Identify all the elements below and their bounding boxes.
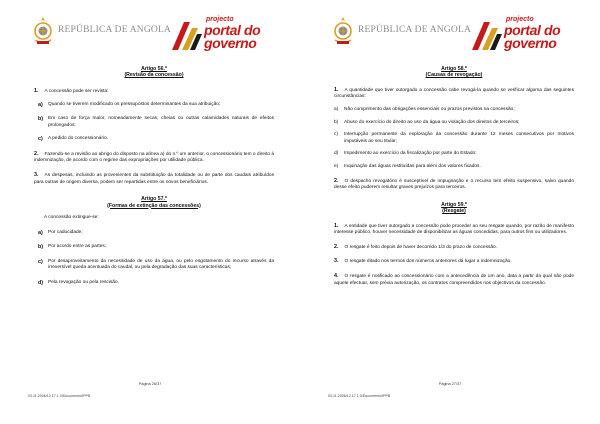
list-item: b) Abuso do exercício do direito ao uso da água ou violação dos direitos de terceiros;: [334, 119, 520, 125]
article-subtitle: (Resgate): [442, 208, 466, 215]
list-item: b) Por acordo entre as partes;: [38, 244, 107, 251]
logo-projecto-text: projecto: [506, 16, 534, 23]
paragraph: 1. A quantidade que tiver outorgado a concessão cabe revogá-la quando se verificar alguma das seguintes circunstâncias:: [334, 86, 574, 100]
page-header: [28, 14, 288, 54]
article-58-heading: [334, 66, 574, 79]
republic-name: REPÚBLICA DE ANGOLA: [358, 25, 472, 35]
document-reference: 03.11.2006/12.17.1 0/Documento/IPPB: [28, 394, 91, 398]
logo-portal-text: portal do: [204, 22, 261, 38]
list-item: c) Por desaproveitamento da necessidade de uso da água, ou pelo esgotamento do recurso através da irreversível queda acentuada do caudal, ou pela degradação das suas características;: [38, 258, 274, 271]
list-item: b) Em caso de força maior, nomeadamente secas, cheias ou outras calamidades naturais de efeitos prolongados;: [38, 116, 274, 128]
logo-portal-text: portal do: [504, 22, 561, 38]
list-item: c) A pedido do concessionário.: [38, 136, 109, 143]
document-page-right: [300, 0, 600, 424]
article-59-heading: [334, 202, 574, 215]
paragraph: 2. O resgate é feito depois de haver decorrido 1/3 do prazo de concessão.: [334, 243, 498, 250]
page-content: [334, 66, 574, 287]
portal-logo-icon: [470, 18, 504, 52]
logo-title: [504, 24, 560, 50]
list-item: e) Inquinação das águas restituídas para além dos valores fixados.: [334, 163, 481, 169]
paragraph: 1. A concessão pode ser revista:: [34, 87, 109, 94]
article-subtitle: (Causas de revogação): [425, 72, 483, 79]
paragraph: 1. A entidade que tiver outorgado a concessão pode proceder ao seu resgate quando, por razão de manifesto interesse público, houver necessidade de disponibilizar as águas concedidas, para outros fins ou utilizadores.: [334, 222, 574, 236]
portal-logo-icon: [170, 18, 204, 52]
list-item: c) Interrupção permanente da exploração da concessão durante 12 meses consecutivos por motivos imputáveis ao seu titular;: [334, 132, 574, 144]
logo-title: [204, 24, 260, 50]
logo-governo-text: governo: [504, 35, 557, 51]
article-56-heading: [34, 66, 274, 79]
list-item: a) Quando se tiverem modificado os pressupostos determinantes da sua atribuição;: [38, 102, 221, 109]
document-reference: 03.11.2006/12.17.1 0/Documento/IPPB: [328, 394, 391, 398]
paragraph: 4. O resgate é notificado ao concessionário com a antecedência de um ano, data a partir da qual não pode aquele efectuar, sem prévia autorização, os contratos compreendidos nos objectivos da concessão.: [334, 272, 574, 286]
logo-projecto-text: projecto: [206, 16, 234, 23]
list-item: d) Impedimento ao exercício da fiscalização por parte do Estado;: [334, 151, 477, 157]
logo-governo-text: governo: [204, 35, 257, 51]
page-content: [34, 66, 274, 287]
portal-do-governo-logo: [170, 16, 290, 54]
article-title: Artigo 59.º: [441, 201, 467, 208]
republic-name: REPÚBLICA DE ANGOLA: [58, 25, 172, 35]
article-57-heading: [34, 196, 274, 209]
page-number: Página 26/37: [138, 382, 162, 386]
article-lead: A concessão extingue-se:: [44, 214, 99, 220]
angola-emblem-icon: [332, 16, 354, 46]
article-subtitle: (Formas de extinção das concessões): [107, 202, 201, 209]
page-header: [328, 14, 588, 54]
page-number: Página 27/37: [438, 382, 462, 386]
list-item: a) Não cumprimento das obrigações essenciais ou prazos previstos na concessão;: [334, 107, 515, 112]
angola-emblem-icon: [32, 16, 54, 46]
list-item: a) Por caducidade;: [38, 229, 83, 236]
article-title: Artigo 56.º: [141, 66, 167, 72]
list-item: d) Pela revogação ou pela rescisão.: [38, 279, 119, 286]
article-subtitle: (Revisão da concessão): [124, 72, 184, 79]
article-title: Artigo 58.º: [441, 66, 467, 72]
article-title: Artigo 57.º: [141, 196, 167, 203]
paragraph: 3. O resgate ditado nos termos dos números anteriores dá lugar a indemnização.: [334, 258, 512, 265]
paragraph: 3. As despesas, incluindo as provenientes da substituição da totalidade ou de parte dos caudais atribuídos para outras de origem diversa, podem ser repartidas entre os novos beneficiários.: [34, 171, 274, 185]
paragraph: 2. O despacho revogatório é susceptível de impugnação e o recurso tem efeito suspensivo, salvo quando desse efeito puderem resultar graves prejuízos para terceiros.: [334, 177, 574, 191]
portal-do-governo-logo: [470, 16, 590, 54]
paragraph: 2. Fazendo-se a revisão ao abrigo do disposto na alínea a) do n.º um anterior, o concessionário tem o direito à indemnização, de acordo com o regime das expropriações por utilidade pública.: [34, 150, 274, 164]
